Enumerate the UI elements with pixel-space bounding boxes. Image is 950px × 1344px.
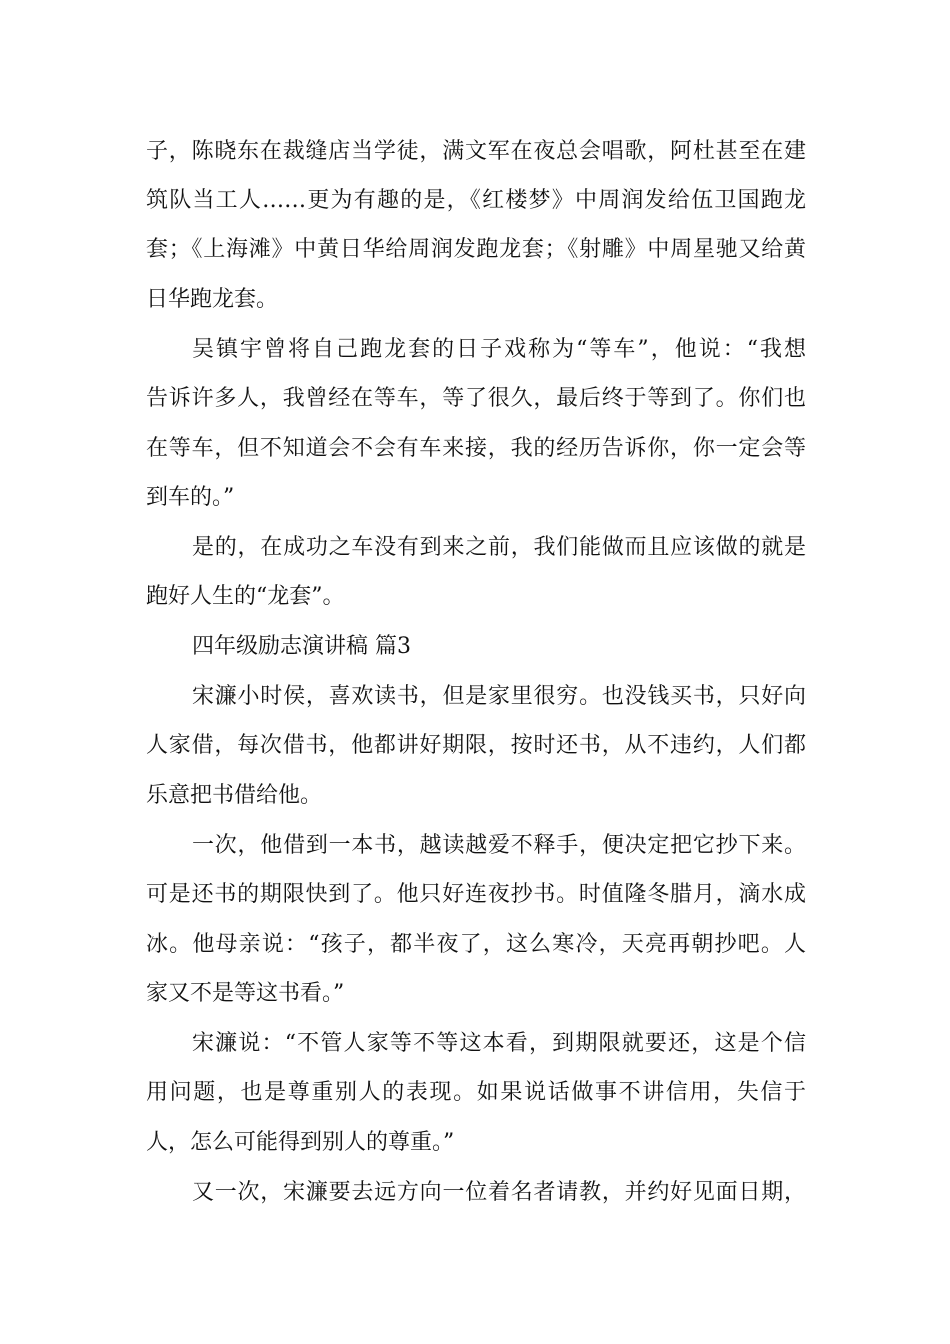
text-line: 到车的。” bbox=[146, 485, 235, 510]
text-line: 套；《上海滩》中黄日华给周润发跑龙套；《射雕》中周星驰又给黄 bbox=[146, 237, 806, 262]
text-line: 告诉许多人，我曾经在等车，等了很久，最后终于等到了。你们也 bbox=[146, 386, 806, 411]
text-line: 人，怎么可能得到别人的尊重。” bbox=[146, 1130, 455, 1155]
text-line: 吴镇宇曾将自己跑龙套的日子戏称为“等车”，他说：“我想 bbox=[192, 337, 806, 362]
text-line: 日华跑龙套。 bbox=[146, 287, 279, 312]
text-line: 宋濂小时侯，喜欢读书，但是家里很穷。也没钱买书，只好向 bbox=[192, 684, 806, 709]
text-line: 人家借，每次借书，他都讲好期限，按时还书，从不违约，人们都 bbox=[146, 733, 806, 758]
text-line: 家又不是等这书看。” bbox=[146, 981, 345, 1006]
text-line: 子，陈晓东在裁缝店当学徒，满文军在夜总会唱歌，阿杜甚至在建 bbox=[146, 139, 806, 164]
text-line: 筑队当工人……更为有趣的是，《红楼梦》中周润发给伍卫国跑龙 bbox=[146, 188, 806, 213]
text-line: 宋濂说：“不管人家等不等这本看，到期限就要还，这是个信 bbox=[192, 1031, 806, 1056]
text-line: 是的，在成功之车没有到来之前，我们能做而且应该做的就是 bbox=[192, 535, 806, 560]
text-line: 乐意把书借给他。 bbox=[146, 783, 323, 808]
text-line: 在等车，但不知道会不会有车来接，我的经历告诉你，你一定会等 bbox=[146, 436, 806, 461]
text-line: 跑好人生的“龙套”。 bbox=[146, 584, 345, 609]
text-line: 又一次，宋濂要去远方向一位着名者请教，并约好见面日期， bbox=[192, 1180, 806, 1205]
text-line: 可是还书的期限快到了。他只好连夜抄书。时值隆冬腊月，滴水成 bbox=[146, 882, 806, 907]
text-line: 冰。他母亲说：“孩子，都半夜了，这么寒冷，天亮再朝抄吧。人 bbox=[146, 932, 806, 957]
section-heading: 四年级励志演讲稿 篇3 bbox=[192, 634, 411, 659]
text-line: 用问题，也是尊重别人的表现。如果说话做事不讲信用，失信于 bbox=[146, 1080, 806, 1105]
text-line: 一次，他借到一本书，越读越爱不释手，便决定把它抄下来。 bbox=[192, 833, 806, 858]
